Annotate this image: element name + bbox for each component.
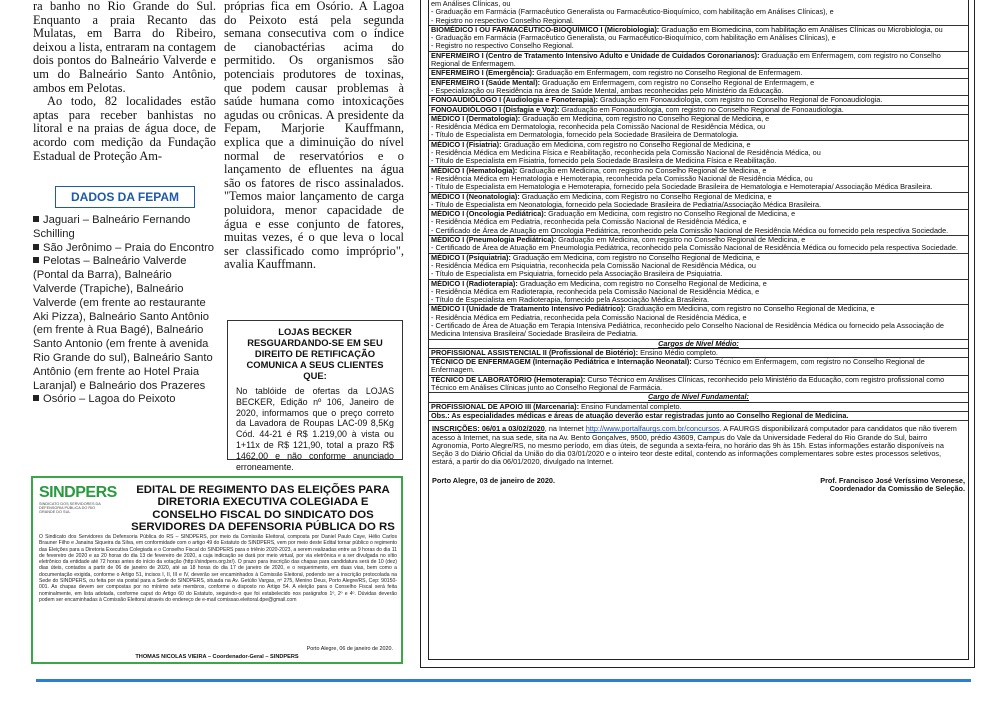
entry-heading: Obs.: As especialidades médicas e áreas de atuação deverão estar registradas junto ao Conselho Regional de Medicina. <box>431 410 849 420</box>
bullet-icon <box>33 395 39 401</box>
signer: Prof. Francisco José Veríssimo Veronese, Coordenador da Comissão de Seleção. <box>820 475 965 494</box>
edital-entry <box>429 52 968 70</box>
edital-entry <box>429 412 968 421</box>
list-item: Osório – Lagoa do Peixoto <box>33 393 217 407</box>
entries-group <box>429 0 968 340</box>
edital-frame <box>420 0 975 668</box>
entry-text: Ensino Médio completo. <box>638 347 718 357</box>
entry-text: Graduação em Medicina, com registro no Conselho Regional de Medicina, e - Residência Médica em Psiquiatria, reconhecida pela Comissão Nacional de Residência Médica, ou - Título de Especialista em Psiquiatria, fornecido pela Associação Brasileira de Psiquiatria. <box>431 252 760 279</box>
becker-text: No tablóide de ofertas da LOJAS BECKER, Edição nº 106, Janeiro de 2020, informamos que o preço correto da Lavadora de Roupas LAC-09 8,5Kg Cód. 44-21 é R$ 1.219,00 à vista ou 1+11x de R$ 121,90, total a prazo R$ 1462,00 e não conforme anunciado erroneamente. <box>236 386 394 472</box>
entry-text: em Análises Clínicas, ou - Graduação em Farmácia (Farmacêutico Generalista ou Farmacêutico-Bioquímico, com habilitação em Análises Clínicas), e - Registro no respectivo Conselho Regional. <box>431 0 834 25</box>
entry-heading: BIOMÉDICO I OU FARMACÊUTICO-BIOQUÍMICO I (Microbiologia): <box>431 24 660 34</box>
edital-entry <box>429 376 968 394</box>
fepam-title: DADOS DA FEPAM <box>55 186 195 208</box>
entry-heading: MÉDICO I (Hematologia): <box>431 165 518 175</box>
entry-text: Curso Técnico em Enfermagem, com registro no Conselho Regional de Enfermagem. <box>431 357 925 375</box>
edital-entry <box>429 254 968 280</box>
entry-text: Graduação em Enfermagem, com registro no Conselho Regional de Enfermagem, e - Especialização ou Residência na área de Saúde Mental, ambas reconhecidas pelo Ministério da Educação. <box>431 77 815 95</box>
article-column-2 <box>224 0 404 272</box>
entry-text: Graduação em Fonoaudiologia, com registro no Conselho Regional de Fonoaudiologia. <box>598 95 883 105</box>
edital-entry <box>429 210 968 236</box>
article-paragraph: próprias fica em Osório. A Lagoa do Peixoto está pela segunda semana consecutiva com o índice de cianobactérias acima do permitido. Os organismos são potenciais produtores de toxinas, que podem causar problemas à saúde humana como intoxicações agudas ou crônicas. A presidente da Fepam, Marjorie Kauffmann, explica que a diminuição do nível normal de reservatórios e o lançamento de efluentes na água são os fatores de risco assinalados. "Temos maior lançamento de carga poluidora, menor capacidade de água e esse conjunto de fatores, muitas vezes, é o que leva o local ser classificado como impróprio", avalia Kauffmann. <box>224 0 404 272</box>
entry-heading: ENFERMEIRO I (Emergência): <box>431 68 535 78</box>
article-paragraph: ra banho no Rio Grande do Sul. Enquanto a praia Recanto das Mulatas, em Barra do Ribeiro, deixou a lista, entraram na contagem dois pontos do Balneário Valverde e um do Balneário Santo Antônio, ambos em Pelotas. <box>33 0 216 95</box>
entry-heading: MÉDICO I (Pneumologia Pediátrica): <box>431 235 557 245</box>
entry-heading: TÉCNICO DE LABORATÓRIO (Hemoterapia): <box>431 374 586 384</box>
entry-text: Graduação em Medicina, com registro no Conselho Regional de Medicina, e - Residência Médica em Medicina Física e Reabilitação, reconhecida pela Comissão Nacional de Residência Médica, ou - Título de Especialista em Fisiatria, fornecido pela Sociedade Brasileira de Medicina Física e Reabilitação. <box>431 139 821 166</box>
entry-heading: MÉDICO I (Oncologia Pediátrica): <box>431 209 547 219</box>
sindpers-body: O Sindicato dos Servidores da Defensoria Pública do RS – SINDPERS, por meio da Comissão Eleitoral, composta por Daniel Paulo Caye, Hélio Carlos Brauner Filho e Janaina Siqueira da Silva, em conformidade com o artigo 49 do Estatuto do SINDPERS, vem por meio deste Edital tornar público o regimento das Eleições para a Diretoria Executiva Colegiada e o Conselho Fiscal do SINDPERS para o triênio 2020-2023, a serem realizadas entre as 9 horas do dia 11 de fevereiro de 2020 e as 20 horas do dia 13 de fevereiro de 2020, a cuja indicação se dará por meio virtual, por via eletrônica e a ser divulgada no sítio eletrônico da entidade até 72 horas antes do início da votação (http://sindpers.org.br/). O prazo para inscrição das chapas para candidatura será de 10 (dez) dias úteis, contados a partir de 06 de janeiro de 2020, até as 18 horas do dia 17 de janeiro de 2020, e o requerimento, em duas vias, bem como a documentação exigida, conforme o Artigo 51, incisos I, II, III e IV, deverão ser encaminhados à Comissão Eleitoral, podendo ser a inscrição protocolada na Sede do SINDPERS, ou feita por via postal para a Sede do SINDPERS, situada na Av. Getúlio Vargas, nº 275, Menino Deus, Porto Alegre/RS, Cep: 90150-001. As chapas devem ser compostas por no mínimo sete membros, conforme o disposto no Artigo 54. A eleição para o Conselho Fiscal será feita nominalmente, em lista adotada, conforme caput do Artigo 60 do Estatuto, seguindo-o que foi estabelecido nos parágrafos 1º, 2º e 4º. Dúvidas deverão podem ser encaminhadas à Comissão Eleitoral através do endereço de e-mail comissao.eleitoral.dpe@gmail.com <box>39 534 397 603</box>
edital-entry <box>429 167 968 193</box>
article-paragraph: Ao todo, 82 localidades estão aptas para receber banhistas no litoral e na praias de água doce, de acordo com medição da Fundação Estadual de Proteção Am- <box>33 94 216 163</box>
edital-entry <box>429 0 968 26</box>
entry-text: Ensino Fundamental completo. <box>579 401 682 411</box>
entry-heading: TÉCNICO DE ENFERMAGEM (Internação Pediátrica e Internação Neonatal): <box>431 357 692 367</box>
entry-text: Curso Técnico em Análises Clínicas, reconhecido pelo Ministério da Educação, com registro profissional como Técnico em Análises Clínicas junto ao Conselho Regional de Farmácia. <box>431 374 945 393</box>
entry-text: Graduação em Medicina, com registro no Conselho Regional de Medicina, e - Residência Médica em Radioterapia, reconhecida pela Comissão Nacional de Residência Médica, e - Título de Especialista em Radioterapia, fornecido pela Associação Médica Brasileira. <box>431 278 767 305</box>
list-item: São Jerônimo – Praia do Encontro <box>33 242 217 256</box>
entry-text: Graduação em Fonoaudiologia, com registro no Conselho Regional de Fonoaudiologia. <box>559 104 844 114</box>
becker-notice <box>227 320 403 472</box>
edital-entry <box>429 115 968 141</box>
entries-group <box>429 403 968 422</box>
signature-block <box>429 477 968 494</box>
entry-text: Graduação em Biomedicina, com habilitação em Análises Clínicas ou Microbiologia, ou - Graduação em Farmácia (Farmacêutico Generalista, ou Farmacêutico-Bioquímico, com habilitação em Análises Clínicas), e - Registro no respectivo Conselho Regional. <box>431 24 943 51</box>
section-heading-fundamental: Cargo de Nível Fundamental: <box>429 393 968 402</box>
edital-entry <box>429 305 968 339</box>
list-item: Jaguari – Balneário Fernando Schilling <box>33 214 191 240</box>
entry-heading: MÉDICO I (Unidade de Tratamento Intensivo Pediátrico): <box>431 304 626 314</box>
inscricoes-label: INSCRIÇÕES: 06/01 a 03/02/2020 <box>432 424 545 434</box>
edital-entry <box>429 79 968 97</box>
sindpers-notice <box>31 476 403 664</box>
entry-heading: ENFERMEIRO I (Saúde Mental): <box>431 77 541 87</box>
entry-text: Graduação em Enfermagem, com registro no Conselho Regional de Enfermagem. <box>534 68 803 78</box>
edital-entry <box>429 193 968 211</box>
entry-heading: FONOAUDIÓLOGO I (Audiologia e Fonoterapia): <box>431 95 599 105</box>
section-heading-medio: Cargos de Nível Médio: <box>429 340 968 349</box>
bottom-rule <box>36 679 971 682</box>
entry-heading: PROFISSIONAL ASSISTENCIAL II (Profissional de Biotério): <box>431 347 639 357</box>
fepam-box <box>33 186 217 407</box>
edital-entry <box>429 358 968 376</box>
sindpers-logo-text: SINDPERS <box>39 484 117 501</box>
sindpers-logo-subtitle: SINDICATO DOS SERVIDORES DA DEFENSORIA PÚBLICA DO RIO GRANDE DO SUL <box>39 502 101 515</box>
entry-text: Graduação em Medicina, com registro no Conselho Regional de Medicina, e - Certificado de Área de Atuação em Pneumologia Pediátrica, reconhecido pela Comissão Nacional de Residência Médica ou fornecido pela respectiva Sociedade. <box>431 235 958 253</box>
edital-entry <box>429 26 968 52</box>
edital-entry <box>429 141 968 167</box>
sindpers-signature: THOMAS NICOLAS VIEIRA – Coordenador-Geral – SINDPERS <box>135 654 299 660</box>
entry-text: Graduação em Medicina, com Registro no Conselho Regional de Medicina, e - Título de Especialista em Neonatologia, fornecido pela Sociedade Brasileira de Pediatria/Associação Médica Brasileira. <box>431 191 822 209</box>
bullet-icon <box>33 216 39 222</box>
entry-text: Graduação em Medicina, com registro no Conselho Regional de Medicina, e - Residência Médica em Dermatologia, reconhecida pela Comissão Nacional de Residência Médica, ou - Título de Especialista em Dermatologia, fornecido pela Sociedade Brasileira de Dermatologia. <box>431 113 770 140</box>
sindpers-title: EDITAL DE REGIMENTO DAS ELEIÇÕES PARA DIRETORIA EXECUTIVA COLEGIADA E CONSELHO FISCAL DO SINDICATO DOS SERVIDORES DA DEFENSORIA PÚBLICA DO RS <box>131 484 395 534</box>
bullet-icon <box>33 257 39 263</box>
entry-text: Graduação em Medicina, com registro no Conselho Regional de Medicina, e - Residência Médica em Pediatria, reconhecida pela Comissão Nacional de Residência Médica, e - Certificado de Área de Atuação em Oncologia Pediátrica, reconhecido pela Comissão Nacional de Residência Médica ou fornecido pela respectiva Sociedade. <box>431 209 949 235</box>
list-item: Pelotas – Balneário Valverde (Pontal da Barra), Balneário Valverde (Trapiche), Balneário Valverde (em frente ao restaurante Aki Pizza), Balneário Santo Antônio (em frente à Rua Bagé), Balneário Santo Antonio (em frente à avenida Rio Grande do sul), Balneário Santo Antônio (em frente ao Hotel Praia Laranjal) e Balneário dos Prazeres <box>33 255 213 392</box>
entry-text: Graduação em Medicina, com registro no Conselho Regional de Medicina, e - Residência Médica em Hematologia e Hemoterapia, reconhecida pela Comissão Nacional de Residência Médica, ou - Título de Especialista em Hematologia e Hemoterapia, fornecido pela Sociedade Brasileira de Hematologia e Hemoterapia/ Associação Médica Brasileira. <box>431 165 933 192</box>
place-date: Porto Alegre, 03 de janeiro de 2020. <box>432 475 556 485</box>
entry-heading: FONOAUDIÓLOGO I (Disfagia e Voz): <box>431 104 560 114</box>
inscricoes-link[interactable]: http://www.portalfaurgs.com.br/concursos <box>585 424 720 434</box>
edital-entry <box>429 236 968 254</box>
inscricoes-paragraph: INSCRIÇÕES: 06/01 a 03/02/2020, na Internet http://www.portalfaurgs.com.br/concursos. A FAURGS disponibilizará computador para candidatos que não tiverem acesso à Internet, na sua sede, sita na Av. Bento Gonçalves, 9500, prédio 43609, Campus do Vale da Universidade Federal do Rio Grande do Sul, bairro Agronomia, Porto Alegre/RS, no mesmo período, em dias úteis, de segunda a sexta-feira, no horário das 9h às 15h. Estas informações estarão disponíveis na Seção 3 do Diário Oficial da União do dia 03/01/2020 e o inteiro teor deste edital, contendo as informações complementares sobre estes processos seletivos, estará, a partir do dia 06/01/2020, divulgado na Internet. <box>432 424 957 467</box>
article-column-1 <box>33 0 216 163</box>
bullet-icon <box>33 244 39 250</box>
edital-entry <box>429 280 968 306</box>
edital-content <box>428 0 969 660</box>
entry-heading: MÉDICO I (Dermatologia): <box>431 113 521 123</box>
becker-title: LOJAS BECKER RESGUARDANDO-SE EM SEU DIREITO DE RETIFICAÇÃO COMUNICA A SEUS CLIENTES QUE: <box>246 326 384 381</box>
entry-heading: MÉDICO I (Neonatologia): <box>431 191 520 201</box>
entry-heading: PROFISSIONAL DE APOIO III (Marcenaria): <box>431 401 579 411</box>
entry-heading: ENFERMEIRO I (Centro de Tratamento Intensivo Adulto e Unidade de Cuidados Coronarianos): <box>431 50 760 60</box>
sindpers-date: Porto Alegre, 06 de janeiro de 2020. <box>306 646 393 652</box>
sindpers-logo <box>39 484 123 520</box>
entries-group <box>429 349 968 393</box>
entry-text: Graduação em Medicina, com registro no Conselho Regional de Medicina, e - Residência Médica em Pediatria, reconhecida pela Comissão Nacional de Residência Médica, e - Certificado de Área de Atuação em Terapia Intensiva Pediátrica, reconhecido pelo Conselho Nacional de Residência Médica ou fornecido pela Associação de Medicina Intensiva Brasileira/ Sociedade Brasileira de Pediatria. <box>431 304 944 339</box>
entry-text: Graduação em Enfermagem, com registro no Conselho Regional de Enfermagem. <box>431 50 941 69</box>
fepam-list <box>33 214 217 407</box>
entry-heading: MÉDICO I (Psiquiatria): <box>431 252 511 262</box>
entry-heading: MÉDICO I (Fisiatria): <box>431 139 502 149</box>
entry-heading: MÉDICO I (Radioterapia): <box>431 278 518 288</box>
